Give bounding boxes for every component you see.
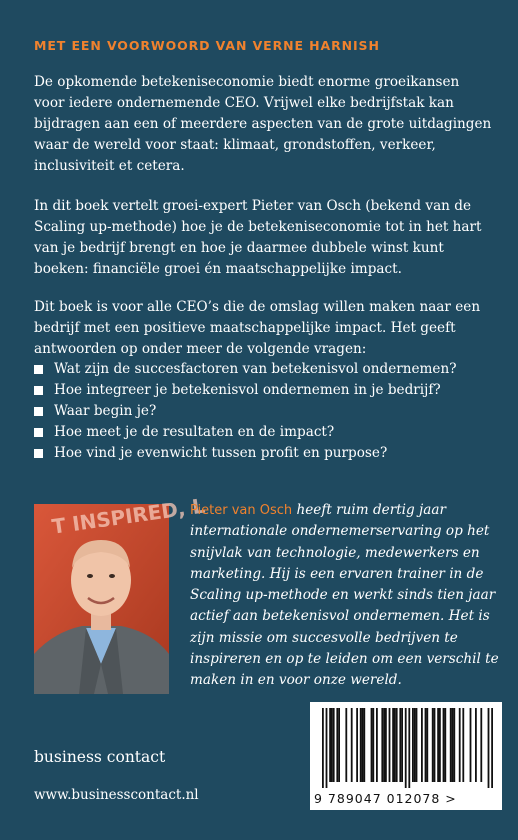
barcode-bar [480, 708, 482, 782]
barcode-bar [450, 708, 452, 782]
barcode-bar [396, 708, 398, 782]
back-cover-heading: MET EEN VOORWOORD VAN VERNE HARNISH [34, 38, 380, 53]
isbn-barcode [310, 702, 502, 810]
author-bio [190, 500, 500, 692]
barcode-bar [425, 708, 427, 782]
barcode-bar [434, 708, 436, 782]
barcode-bar [462, 708, 464, 782]
barcode-bar [459, 708, 461, 782]
square-bullet-icon [34, 386, 43, 395]
barcode-bar [439, 708, 441, 782]
barcode-bar [381, 708, 383, 782]
barcode-bar [383, 708, 385, 782]
barcode-bar [394, 708, 396, 782]
barcode-bar [475, 708, 477, 782]
barcode-bar [412, 708, 414, 782]
barcode-bar [322, 708, 324, 788]
barcode-bar [336, 708, 338, 782]
list-item: Waar begin je? [34, 401, 494, 422]
barcode-bar [416, 708, 418, 782]
barcode-bar [360, 708, 362, 782]
barcode-bar [452, 708, 454, 782]
barcode-bar [444, 708, 446, 782]
barcode-bar [470, 708, 472, 782]
author-bio-text: heeft ruim dertig jaar internationale ondernemerservaring op het snijvlak van technologie, medewerkers en marketing. Hij is een ervaren trainer in de Scaling up-methode en werkt sinds tien jaar actief aan betekenisvol ondernemen. Het is zijn missie om succesvolle bedrijven te inspireren en op te leiden om een verschil te maken in en voor onze wereld. [190, 502, 499, 689]
barcode-bar [376, 708, 378, 782]
barcode-bar [362, 708, 364, 782]
barcode-bar [443, 708, 445, 782]
question-list [34, 359, 494, 464]
barcode-bar [399, 708, 401, 782]
intro-paragraph: De opkomende betekeniseconomie biedt enorme groeikansen voor iedere ondernemende CEO. Vrijwel elke bedrijfstak kan bijdragen aan een of meerdere aspecten van de grote uitdagingen waar de wereld voor staat: klimaat, grondstoffen, verkeer, inclusiviteit et cetera. [34, 74, 492, 174]
barcode-bar [453, 708, 455, 782]
barcode-bar [372, 708, 374, 782]
publisher-website: www.businesscontact.nl [34, 787, 199, 803]
photo-sign-text: T INSPIRED, L [50, 493, 207, 539]
barcode-bar [345, 708, 347, 782]
publisher-logo: business contact [34, 748, 166, 766]
barcode-bar [405, 708, 407, 788]
author-photo [34, 493, 207, 694]
barcode-bar [491, 708, 493, 788]
barcode-bar [421, 708, 423, 782]
square-bullet-icon [34, 365, 43, 374]
barcode-bar [363, 708, 365, 782]
list-item: Hoe meet je de resultaten en de impact? [34, 422, 494, 443]
list-item: Hoe integreer je betekenisvol ondernemen in je bedrijf? [34, 380, 494, 401]
author-portrait-icon [34, 493, 207, 694]
barcode-icon [310, 702, 502, 788]
audience-paragraph: Dit boek is voor alle CEO’s die de omslag willen maken naar een bedrijf met een positieve maatschappelijke impact. Het geeft antwoorden op onder meer de volgende vragen: [34, 299, 481, 357]
barcode-bar [356, 708, 358, 782]
barcode-bar [329, 708, 331, 782]
barcode-bar [389, 708, 391, 782]
barcode-bar [351, 708, 353, 782]
barcode-bar [408, 708, 410, 788]
barcode-bar [401, 708, 403, 782]
square-bullet-icon [34, 428, 43, 437]
barcode-bar [432, 708, 434, 782]
barcode-bar [414, 708, 416, 782]
list-item: Hoe vind je evenwicht tussen profit en purpose? [34, 443, 494, 464]
barcode-bar [371, 708, 373, 782]
author-name: Pieter van Osch [190, 503, 293, 518]
square-bullet-icon [34, 449, 43, 458]
barcode-digits: 9 789047 012078 > [314, 791, 457, 806]
square-bullet-icon [34, 407, 43, 416]
barcode-bar [331, 708, 333, 782]
barcode-bar [437, 708, 439, 782]
barcode-bar [488, 708, 490, 788]
barcode-bar [426, 708, 428, 782]
barcode-bar [385, 708, 387, 782]
barcode-bar [333, 708, 335, 782]
barcode-bar [326, 708, 328, 788]
barcode-bar [392, 708, 394, 782]
barcode-bar [338, 708, 340, 782]
list-item: Wat zijn de succesfactoren van betekenisvol ondernemen? [34, 359, 494, 380]
author-paragraph: In dit boek vertelt groei-expert Pieter van Osch (bekend van de Scaling up-methode) hoe je de betekeniseconomie tot in het hart van je bedrijf brengt en hoe je daarmee dubbele winst kunt boeken: financiële groei én maatschappelijke impact. [34, 198, 482, 277]
